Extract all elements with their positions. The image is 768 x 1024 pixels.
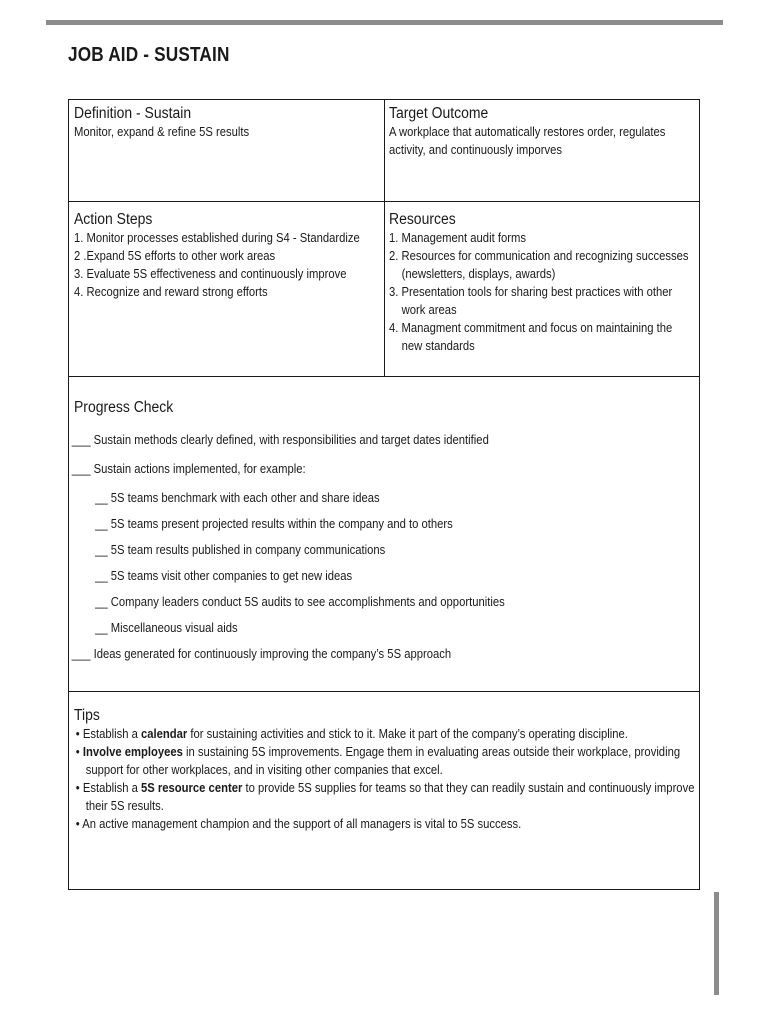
action-steps-list bbox=[74, 229, 376, 301]
tip-item: • Establish a 5S resource center to provide 5S supplies for teams so that they can readily sustain and continuously improve their 5S results. bbox=[75, 781, 695, 813]
row-divider bbox=[69, 201, 699, 202]
definition-cell bbox=[69, 100, 384, 201]
tip-item: • Involve employees in sustaining 5S improvements. Engage them in evaluating areas outside their workplace, providing support for other workplaces, and in visiting other companies that excel. bbox=[75, 745, 681, 777]
resources-cell bbox=[384, 206, 700, 376]
resource-item: 3. Presentation tools for sharing best practices with other work areas bbox=[389, 285, 673, 317]
progress-check-heading: Progress Check bbox=[74, 399, 174, 416]
action-step: 2 .Expand 5S efforts to other work areas bbox=[74, 249, 276, 263]
progress-check-cell bbox=[69, 377, 699, 691]
top-rule bbox=[46, 20, 723, 25]
progress-check-subitem: __ 5S teams visit other companies to get new ideas bbox=[95, 569, 353, 583]
resources-list bbox=[389, 229, 695, 355]
action-steps-heading: Action Steps bbox=[74, 211, 153, 228]
progress-check-item: ___ Sustain methods clearly defined, with responsibilities and target dates identified bbox=[71, 433, 489, 447]
progress-check-subitem: __ 5S teams benchmark with each other and share ideas bbox=[95, 491, 380, 505]
target-outcome-cell bbox=[384, 100, 700, 201]
tips-heading: Tips bbox=[74, 707, 100, 724]
progress-check-subitem: __ 5S team results published in company communications bbox=[95, 543, 386, 557]
progress-check-item: ___ Sustain actions implemented, for example: bbox=[71, 462, 306, 476]
tip-item: • An active management champion and the support of all managers is vital to 5S success. bbox=[75, 817, 522, 831]
resource-item: 2. Resources for communication and recognizing successes (newsletters, displays, awards) bbox=[389, 249, 689, 281]
tips-cell bbox=[69, 692, 699, 889]
target-outcome-heading: Target Outcome bbox=[389, 105, 489, 122]
progress-check-subitem: __ Company leaders conduct 5S audits to see accomplishments and opportunities bbox=[95, 595, 505, 609]
resources-heading: Resources bbox=[389, 211, 456, 228]
tips-list bbox=[74, 725, 697, 833]
progress-check-subitem: __ Miscellaneous visual aids bbox=[95, 621, 238, 635]
action-step: 3. Evaluate 5S effectiveness and continuously improve bbox=[74, 267, 347, 281]
target-outcome-text: A workplace that automatically restores order, regulates activity, and continuously imporves bbox=[389, 125, 666, 157]
resource-item: 4. Managment commitment and focus on maintaining the new standards bbox=[389, 321, 673, 353]
progress-check-subitem: __ 5S teams present projected results within the company and to others bbox=[95, 517, 453, 531]
job-aid-table bbox=[68, 99, 700, 890]
tip-item: • Establish a calendar for sustaining activities and stick to it. Make it part of the company’s operating discipline. bbox=[75, 727, 628, 741]
side-rule bbox=[714, 892, 719, 995]
definition-heading: Definition - Sustain bbox=[74, 105, 192, 122]
definition-text: Monitor, expand & refine 5S results bbox=[74, 125, 250, 139]
page-title: JOB AID - SUSTAIN bbox=[68, 44, 230, 66]
action-step: 1. Monitor processes established during S4 - Standardize bbox=[74, 231, 360, 245]
progress-check-item: ___ Ideas generated for continuously improving the company’s 5S approach bbox=[71, 647, 452, 661]
action-steps-cell bbox=[69, 206, 384, 376]
action-step: 4. Recognize and reward strong efforts bbox=[74, 285, 268, 299]
resource-item: 1. Management audit forms bbox=[389, 231, 526, 245]
